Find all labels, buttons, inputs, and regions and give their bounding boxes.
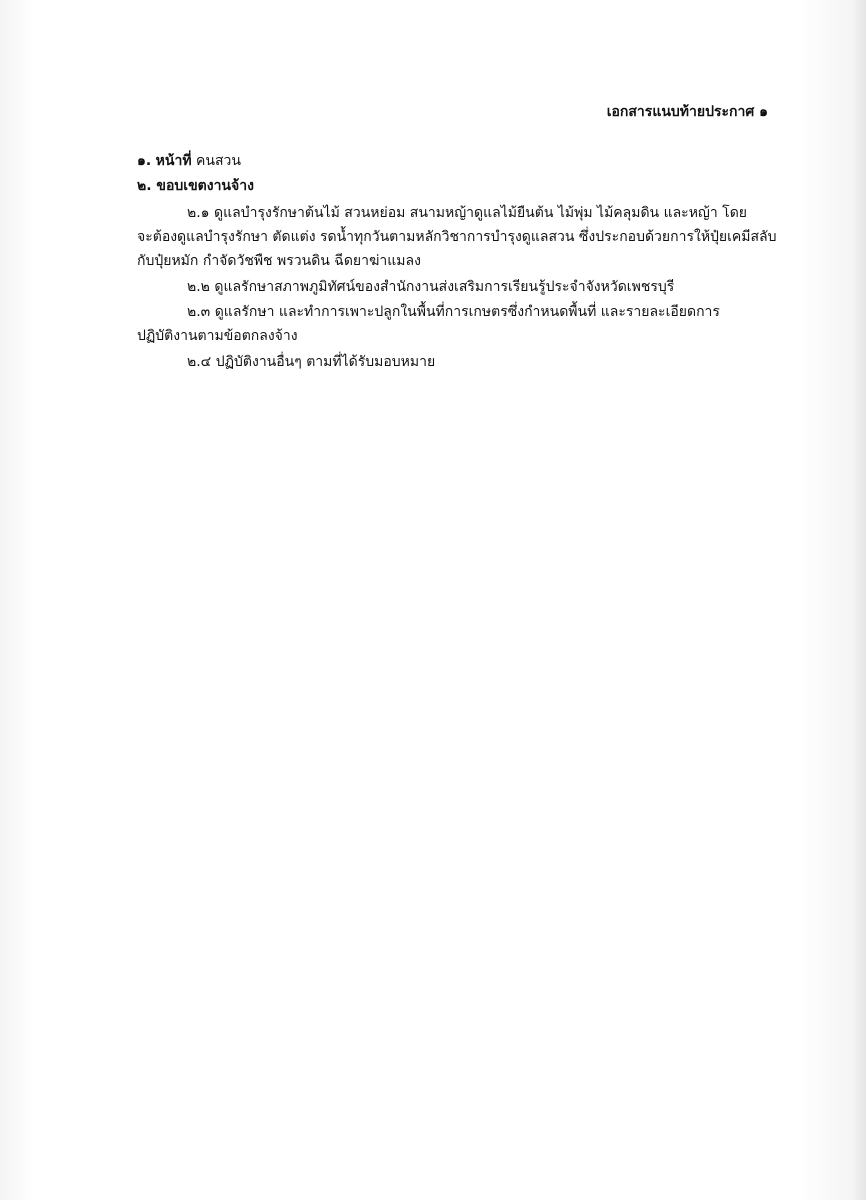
item-2-1-line-2: จะต้องดูแลบำรุงรักษา ตัดแต่ง รดน้ำทุกวันตามหลักวิชาการบำรุงดูแลสวน ซึ่งประกอบด้วยการให้ปุ๋ยเคมีสลับ [137,229,777,245]
item-2-1-line-3: กับปุ๋ยหมัก กำจัดวัชพืช พรวนดิน ฉีดยาฆ่าแมลง [137,253,421,269]
page-edge-shadow [852,0,866,1200]
item-2-3-line-1: ๒.๓ ดูแลรักษา และทำการเพาะปลูกในพื้นที่การเกษตรซึ่งกำหนดพื้นที่ และรายละเอียดการ [187,304,720,320]
attachment-header: เอกสารแนบท้ายประกาศ ๑ [606,104,768,120]
section-1-number: ๑. [137,153,152,169]
item-2-1-line-1-text: ๒.๑ ดูแลบำรุงรักษาต้นไม้ สวนหย่อม สนามหญ้าดูแลไม้ยืนต้น ไม้พุ่ม ไม้คลุมดิน และหญ้า โดย [187,205,747,221]
item-2-2: ๒.๒ ดูแลรักษาสภาพภูมิทัศน์ของสำนักงานส่งเสริมการเรียนรู้ประจำจังหวัดเพชรบุรี [187,279,675,295]
item-2-4: ๒.๔ ปฏิบัติงานอื่นๆ ตามที่ได้รับมอบหมาย [187,354,436,370]
section-1-title: หน้าที่ [155,153,192,169]
item-2-1-line-1 [137,201,767,225]
section-2-heading: ๒. ขอบเขตงานจ้าง [137,178,254,194]
section-1-duty [137,149,241,173]
section-1-value: คนสวน [196,153,241,169]
item-2-1-paragraph [137,201,777,273]
item-2-3-line-2: ปฏิบัติงานตามข้อตกลงจ้าง [137,328,298,344]
